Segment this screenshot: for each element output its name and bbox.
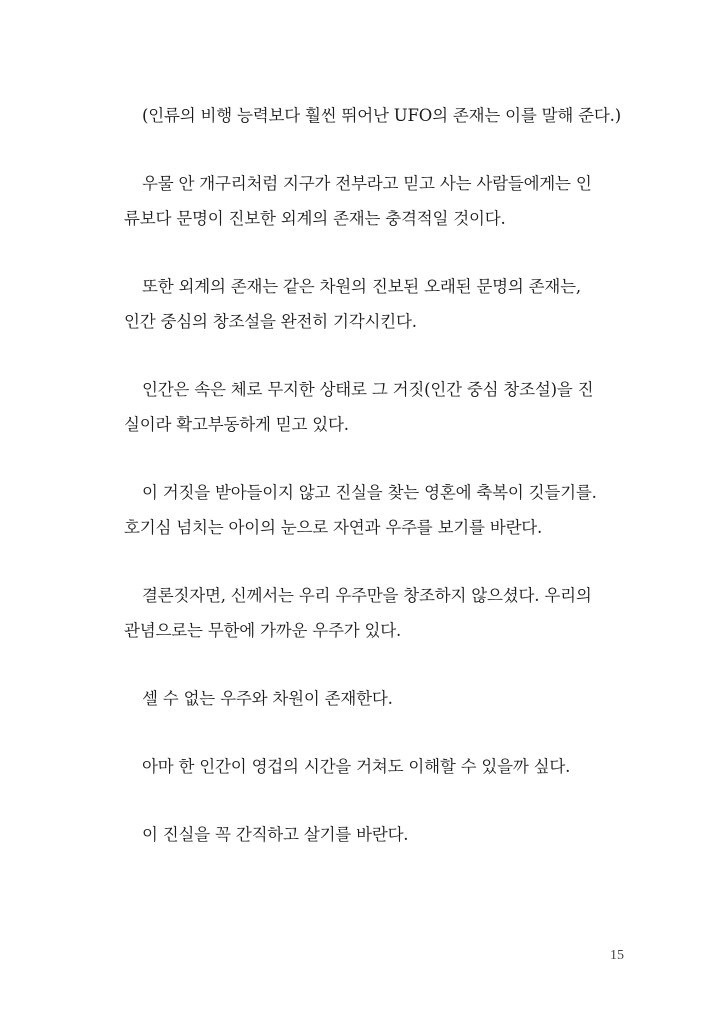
paragraph-6 (124, 578, 624, 648)
paragraph-4 (124, 372, 624, 442)
paragraph-line: 관념으로는 무한에 가까운 우주가 있다. (124, 621, 402, 640)
paragraph-5 (124, 475, 624, 545)
paragraph-line: 아마 한 인간이 영겁의 시간을 거쳐도 이해할 수 있을까 싶다. (142, 757, 571, 776)
paragraph-9 (124, 817, 624, 852)
body-text (124, 98, 624, 885)
paragraph-line: 이 거짓을 받아들이지 않고 진실을 찾는 영혼에 축복이 깃들기를. (142, 483, 597, 502)
paragraph-line: 호기심 넘치는 아이의 눈으로 자연과 우주를 보기를 바란다. (124, 518, 543, 537)
paragraph-line: 류보다 문명이 진보한 외계의 존재는 충격적일 것이다. (124, 209, 506, 228)
paragraph-line: 인간은 속은 체로 무지한 상태로 그 거짓(인간 중심 창조설)을 진 (142, 380, 594, 399)
paragraph-7 (124, 681, 624, 716)
paragraph-line: 이 진실을 꼭 간직하고 살기를 바란다. (142, 825, 409, 844)
paragraph-line: 실이라 확고부동하게 믿고 있다. (124, 415, 349, 434)
paragraph-line: 우물 안 개구리처럼 지구가 전부라고 믿고 사는 사람들에게는 인 (142, 174, 592, 193)
paragraph-line: 셀 수 없는 우주와 차원이 존재한다. (142, 689, 393, 708)
paragraph-1 (124, 98, 624, 133)
paragraph-line: 인간 중심의 창조설을 완전히 기각시킨다. (124, 312, 417, 331)
paragraph-line: 결론짓자면, 신께서는 우리 우주만을 창조하지 않으셨다. 우리의 (142, 586, 592, 605)
paragraph-8 (124, 749, 624, 784)
paragraph-line: (인류의 비행 능력보다 훨씬 뛰어난 UFO의 존재는 이를 말해 준다.) (142, 106, 621, 125)
paragraph-3 (124, 269, 624, 339)
page-number: 15 (610, 948, 624, 963)
paragraph-line: 또한 외계의 존재는 같은 차원의 진보된 오래된 문명의 존재는, (142, 277, 581, 296)
paragraph-2 (124, 166, 624, 236)
